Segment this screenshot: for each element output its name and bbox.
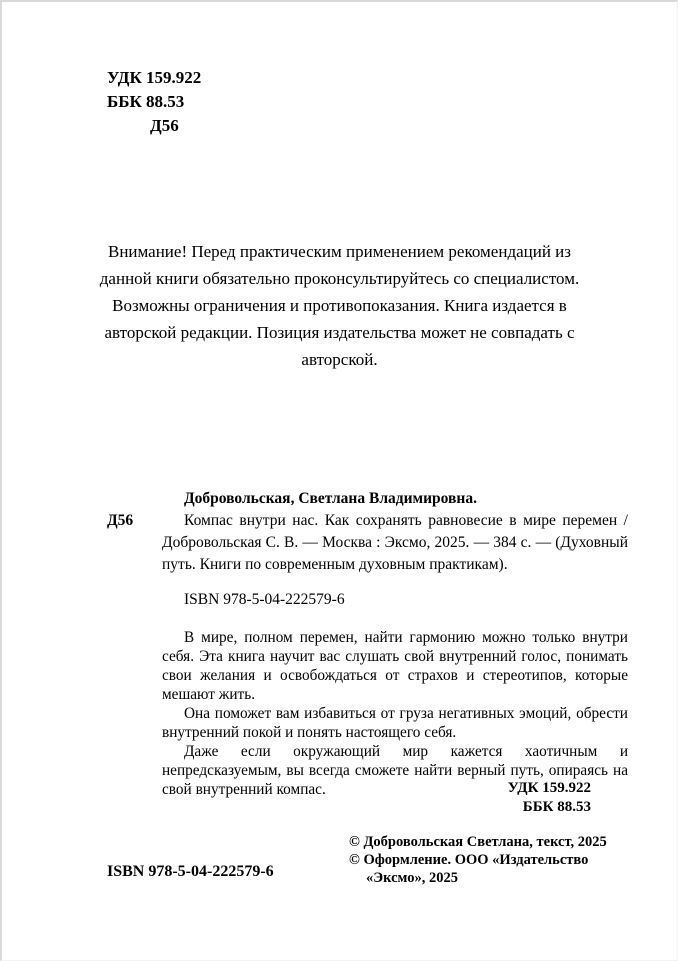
book-author: Добровольская, Светлана Владимировна. bbox=[184, 490, 477, 507]
classification-codes-bottom bbox=[508, 779, 591, 817]
author-sign-margin: Д56 bbox=[107, 512, 134, 529]
copyright-author: © Добровольская Светлана, текст, 2025 bbox=[349, 834, 607, 850]
annotation-paragraph-1: В мире, полном перемен, найти гармонию можно только внутри себя. Эта книга научит вас слушать свой внутренний голос, понимать свои желания и освобождаться от страхов и стереотипов, которые мешают жить. bbox=[162, 629, 628, 703]
isbn-entry: ISBN 978-5-04-222579-6 bbox=[184, 591, 345, 608]
udk-code-top: УДК 159.922 bbox=[107, 68, 202, 87]
disclaimer-block bbox=[2, 238, 677, 373]
bibliographic-body bbox=[162, 488, 628, 611]
classification-codes-top bbox=[107, 66, 201, 138]
book-description: Компас внутри нас. Как сохранять равновесие в мире перемен / Добровольская С. В. — Москва : Эксмо, 2025. — 384 с. — (Духовный путь. Книги по современным духовным практикам). bbox=[162, 512, 628, 573]
author-sign-top: Д56 bbox=[150, 116, 179, 135]
copyright-publisher: © Оформление. ООО «Издательство «Эксмо», 2025 bbox=[349, 852, 589, 886]
disclaimer-text: Внимание! Перед практическим применением рекомендаций из данной книги обязательно проконсультируйтесь со специалистом. Возможны ограничения и противопоказания. Книга издается в авторской редакции. Позиция издательства может не совпадать с авторской. bbox=[99, 242, 580, 369]
isbn-footer: ISBN 978-5-04-222579-6 bbox=[107, 863, 274, 880]
bbk-code-bottom: ББК 88.53 bbox=[522, 799, 591, 815]
udk-code-bottom: УДК 159.922 bbox=[507, 780, 591, 796]
bibliographic-entry bbox=[107, 488, 628, 611]
annotation-paragraph-2: Она поможет вам избавиться от груза негативных эмоций, обрести внутренний покой и понять настоящего себя. bbox=[162, 705, 628, 741]
copyright-block bbox=[349, 833, 634, 887]
bbk-code-top: ББК 88.53 bbox=[107, 92, 185, 111]
annotation-block bbox=[162, 628, 628, 799]
annotation-paragraph-3: Даже если окружающий мир кажется хаотичным и непредсказуемым, вы всегда сможете найти верный путь, опираясь на свой внутренний компас. bbox=[162, 743, 628, 798]
